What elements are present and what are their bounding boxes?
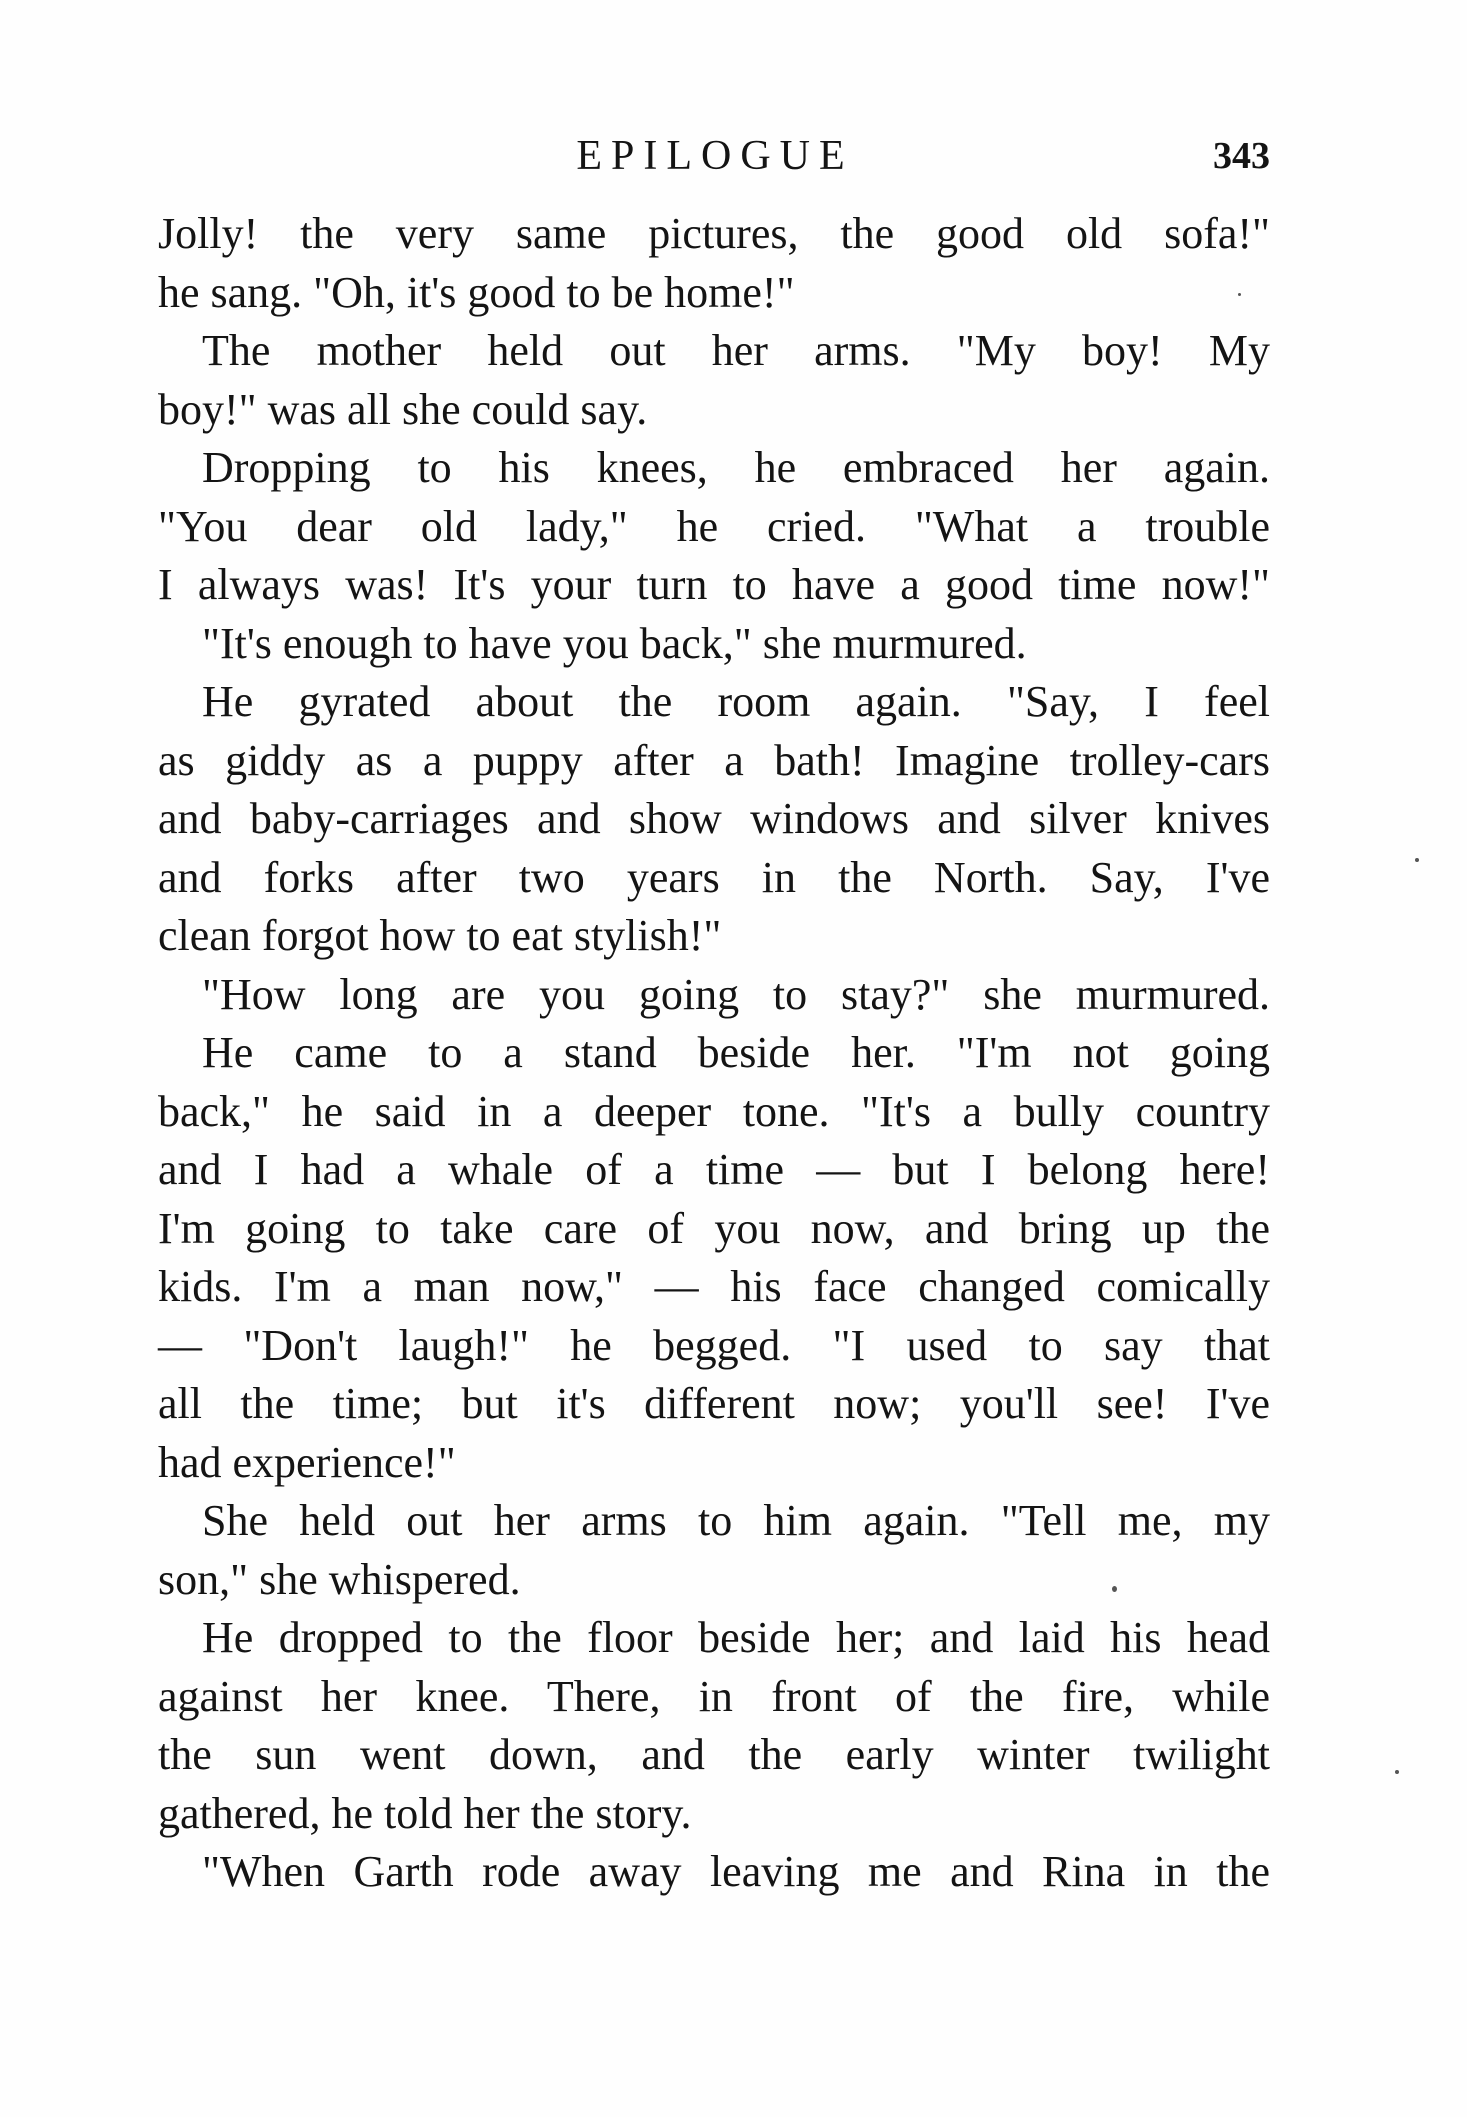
text-line: he sang. "Oh, it's good to be home!" <box>158 267 795 317</box>
text-line: He gyrated about the room again. "Say, I feel <box>202 677 1270 726</box>
page-header <box>160 128 1270 184</box>
text-line: "It's enough to have you back," she murmured. <box>202 618 1027 668</box>
text-line: and I had a whale of a time — but I belong here! <box>158 1145 1270 1194</box>
text-line: the sun went down, and the early winter twilight <box>158 1730 1270 1779</box>
text-line: and baby-carriages and show windows and silver knives <box>158 794 1270 843</box>
text-line: Dropping to his knees, he embraced her again. <box>202 443 1270 492</box>
ink-speck <box>1415 858 1419 862</box>
running-head: EPILOGUE <box>576 133 854 179</box>
text-line: against her knee. There, in front of the fire, while <box>158 1671 1270 1721</box>
text-line: She held out her arms to him again. "Tell me, my <box>202 1496 1270 1545</box>
ink-speck <box>1395 1770 1399 1774</box>
text-line: back," he said in a deeper tone. "It's a bully country <box>158 1086 1270 1136</box>
text-line: "When Garth rode away leaving me and Rina in the <box>202 1847 1270 1896</box>
ink-speck <box>1112 1586 1117 1592</box>
text-line: all the time; but it's different now; you'll see! I've <box>158 1379 1270 1428</box>
ink-speck <box>1238 293 1241 296</box>
text-line: son," she whispered. <box>158 1554 521 1604</box>
text-line: — "Don't laugh!" he begged. "I used to say that <box>158 1320 1270 1370</box>
text-line: as giddy as a puppy after a bath! Imagine trolley-cars <box>158 735 1270 785</box>
text-line: I'm going to take care of you now, and bring up the <box>158 1203 1270 1253</box>
text-line: clean forgot how to eat stylish!" <box>158 911 722 960</box>
text-line: "How long are you going to stay?" she murmured. <box>202 969 1270 1019</box>
text-line: The mother held out her arms. "My boy! My <box>202 326 1270 375</box>
text-line: I always was! It's your turn to have a good time now!" <box>158 560 1270 609</box>
text-line: "You dear old lady," he cried. "What a trouble <box>158 501 1270 551</box>
text-line: kids. I'm a man now," — his face changed comically <box>158 1262 1270 1311</box>
page-number: 343 <box>1213 135 1270 177</box>
text-line: had experience!" <box>158 1437 456 1487</box>
text-line: He dropped to the floor beside her; and laid his head <box>202 1613 1270 1662</box>
text-line: He came to a stand beside her. "I'm not going <box>202 1028 1270 1077</box>
text-line: boy!" was all she could say. <box>158 384 648 434</box>
text-line: gathered, he told her the story. <box>158 1788 692 1838</box>
text-line: Jolly! the very same pictures, the good old sofa!" <box>158 209 1270 258</box>
text-line: and forks after two years in the North. Say, I've <box>158 852 1270 902</box>
body-text <box>158 205 1270 1902</box>
